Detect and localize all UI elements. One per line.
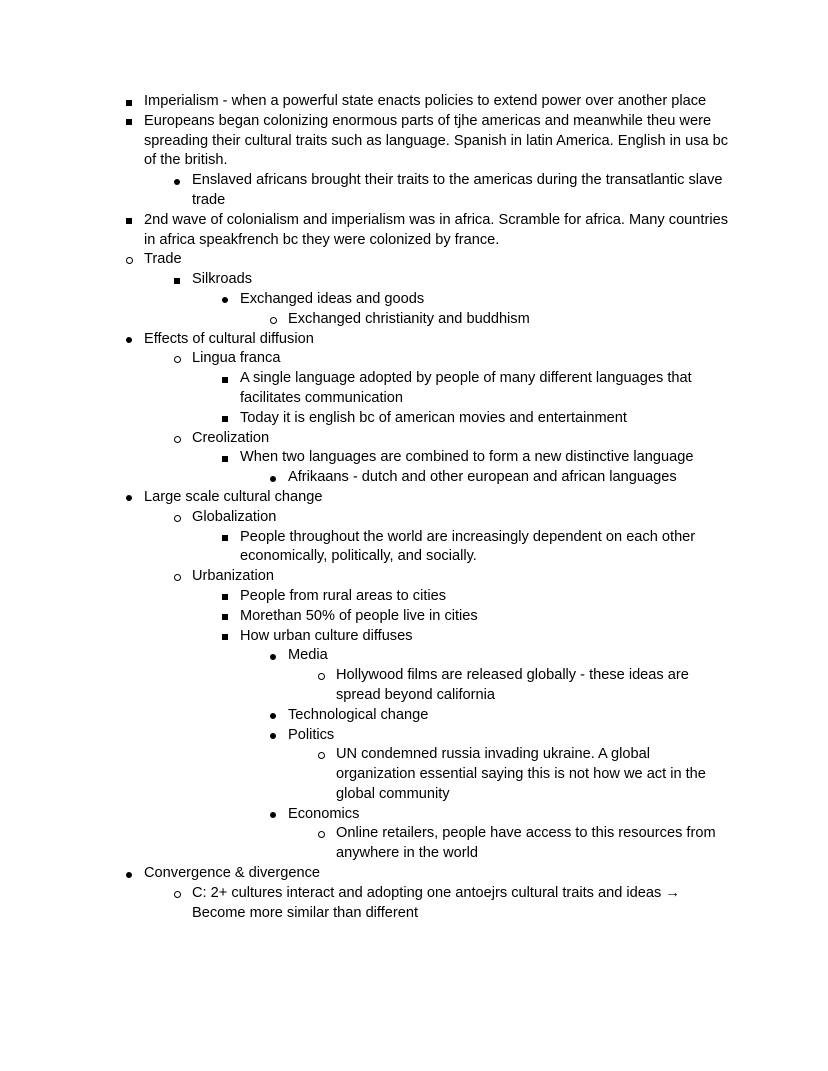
outline-item (336, 666, 732, 706)
outline-sublist (192, 369, 732, 428)
outline-item-text: Creolization (192, 429, 270, 446)
outline-sublist (144, 508, 732, 864)
outline-item-text: Silkroads (192, 271, 253, 288)
outline-item (288, 726, 732, 805)
outline-item (144, 112, 732, 211)
outline-item (240, 607, 732, 627)
outline-sublist (144, 349, 732, 488)
outline-item-text: Politics (288, 726, 335, 743)
outline-item (144, 211, 732, 251)
outline-item-text: 2nd wave of colonialism and imperialism was in africa. Scramble for africa. Many countries in africa speakfrench bc they were colonized by france. (144, 211, 728, 248)
outline-item (240, 448, 732, 488)
outline-item-text: People from rural areas to cities (240, 587, 447, 604)
outline-sublist (288, 824, 732, 864)
outline-item (288, 706, 732, 726)
outline-item-text: Trade (144, 251, 182, 268)
outline-item (288, 646, 732, 705)
outline-sublist (192, 290, 732, 330)
outline-item (192, 884, 732, 924)
outline-item-text: People throughout the world are increasingly dependent on each other economically, politically, and socially. (240, 528, 696, 565)
outline-item (192, 429, 732, 488)
outline-item (288, 805, 732, 864)
outline-sublist (288, 745, 732, 804)
outline-item (144, 488, 732, 864)
outline-item-text: A single language adopted by people of many different languages that facilitates communication (240, 370, 692, 406)
outline-item (144, 92, 732, 112)
outline-item (192, 171, 732, 211)
outline-sublist (240, 646, 732, 864)
outline-item (240, 290, 732, 330)
outline-item (192, 349, 732, 428)
outline-item-text: Today it is english bc of american movies and entertainment (240, 409, 627, 426)
outline-item-text: How urban culture diffuses (240, 627, 413, 644)
outline-item-text: Enslaved africans brought their traits to the americas during the transatlantic slave trade (192, 172, 723, 208)
outline-item-text: C: 2+ cultures interact and adopting one antoejrs cultural traits and ideas → Become more similar than different (192, 884, 680, 921)
outline-item-text: UN condemned russia invading ukraine. A global organization essential saying this is not how we act in the global community (336, 746, 706, 802)
outline-item-text: Imperialism - when a powerful state enacts policies to extend power over another place (144, 93, 707, 109)
outline-item (144, 330, 732, 488)
outline-item-text: Technological change (288, 706, 429, 723)
outline-item-text: Large scale cultural change (144, 488, 323, 505)
outline-item-text: Exchanged christianity and buddhism (288, 310, 530, 327)
outline-item-text: Lingua franca (192, 350, 281, 367)
outline-item (336, 745, 732, 804)
outline-sublist (96, 92, 732, 330)
outline-item (192, 508, 732, 567)
outline-item (240, 627, 732, 865)
outline-item (288, 310, 732, 330)
outline-item (336, 824, 732, 864)
outline-item (288, 468, 732, 488)
outline-sublist (144, 884, 732, 924)
outline-sublist (288, 666, 732, 706)
outline-item-text: Afrikaans - dutch and other european and african languages (288, 469, 677, 486)
outline-item-text: Online retailers, people have access to this resources from anywhere in the world (336, 825, 716, 862)
outline-item (240, 528, 732, 568)
outline-sublist (192, 587, 732, 864)
outline-item (192, 270, 732, 329)
outline-sublist (192, 528, 732, 568)
outline-item-text: When two languages are combined to form a new distinctive language (240, 449, 694, 466)
outline-item (144, 250, 732, 329)
outline-sublist (144, 171, 732, 211)
outline-item-text: Media (288, 647, 328, 664)
outline-item (240, 587, 732, 607)
outline-item-text: Economics (288, 805, 360, 822)
outline-sublist (192, 448, 732, 488)
outline-item-text: Exchanged ideas and goods (240, 290, 425, 307)
outline-item-text: Convergence & divergence (144, 865, 321, 882)
outline-item-text: Hollywood films are released globally - these ideas are spread beyond california (336, 667, 689, 703)
outline-item (240, 369, 732, 409)
outline-sublist (96, 92, 732, 250)
outline-item-text: Europeans began colonizing enormous parts of tjhe americas and meanwhile theu were spreading their cultural traits such as language. Spanish in latin America. English in usa bc of the british. (144, 112, 729, 169)
outline-item-text: Morethan 50% of people live in cities (240, 607, 478, 624)
outline-item-text: Effects of cultural diffusion (144, 330, 314, 347)
outline-sublist (240, 310, 732, 330)
outline-sublist (144, 270, 732, 329)
outline-item-text: Urbanization (192, 568, 274, 585)
outline-item (192, 567, 732, 864)
outline-item (144, 864, 732, 923)
outline-list (96, 92, 732, 923)
outline-item (240, 409, 732, 429)
outline-item-text: Globalization (192, 508, 277, 525)
outline-sublist (240, 468, 732, 488)
